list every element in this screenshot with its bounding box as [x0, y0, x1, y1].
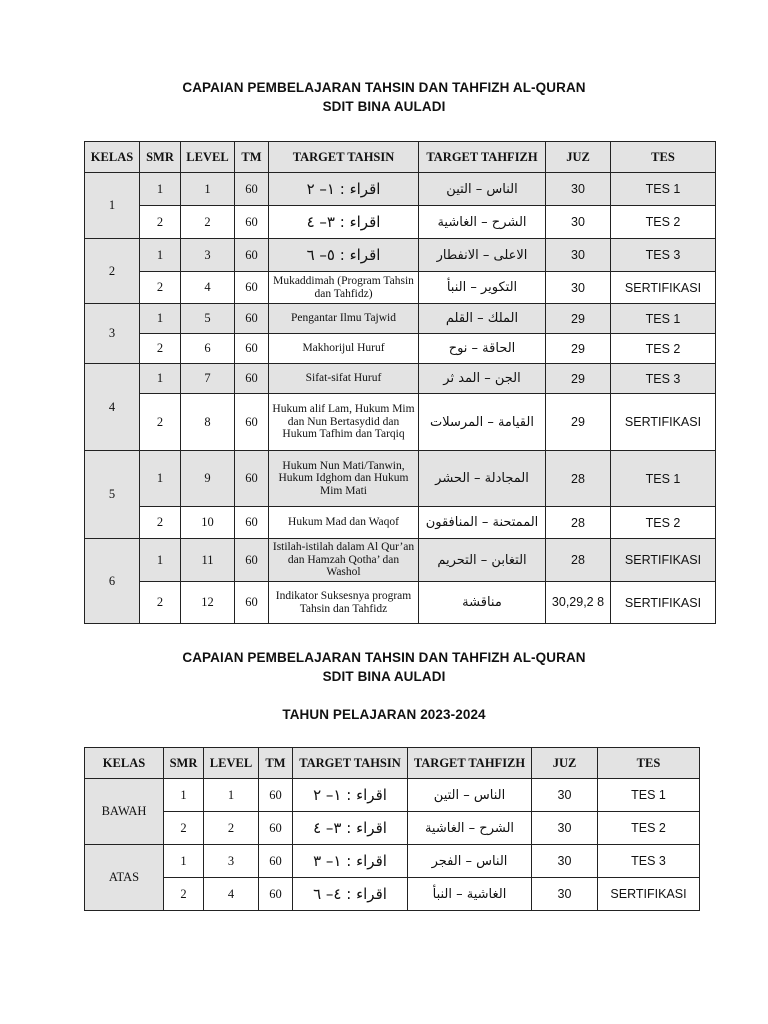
title-line-1-second: CAPAIAN PEMBELAJARAN TAHSIN DAN TAHFIZH AL-QURAN — [182, 650, 586, 665]
tahsin-cell: اقراء : ١– ٣ — [293, 845, 408, 878]
tm-cell: 60 — [259, 812, 293, 845]
tes-cell: SERTIFIKASI — [598, 878, 700, 911]
header-smr: SMR — [140, 142, 181, 173]
header-kelas: KELAS — [85, 142, 140, 173]
tahsin-cell: اقراء : ٤– ٦ — [293, 878, 408, 911]
table-row — [85, 304, 716, 334]
header-target-tahsin: TARGET TAHSIN — [293, 748, 408, 779]
table-row — [85, 334, 716, 364]
header-tm: TM — [259, 748, 293, 779]
kelas-cell: BAWAH — [85, 779, 164, 845]
tahsin-cell: Hukum Mad dan Waqof — [269, 507, 419, 539]
level-cell: 2 — [204, 812, 259, 845]
tahsin-cell: Pengantar Ilmu Tajwid — [269, 304, 419, 334]
table-row — [85, 394, 716, 451]
title-line-2: SDIT BINA AULADI — [322, 99, 446, 114]
smr-cell: 2 — [164, 878, 204, 911]
tes-cell: TES 1 — [611, 173, 716, 206]
tm-cell: 60 — [259, 779, 293, 812]
tahsin-cell: Hukum Nun Mati/Tanwin, Hukum Idghom dan Hukum Mim Mati — [269, 451, 419, 507]
tahsin-cell: اقراء : ١– ٢ — [269, 173, 419, 206]
tm-cell: 60 — [235, 364, 269, 394]
level-cell: 7 — [181, 364, 235, 394]
smr-cell: 2 — [140, 334, 181, 364]
smr-cell: 1 — [164, 779, 204, 812]
kelas-cell: 5 — [85, 451, 140, 539]
curriculum-table-1 — [84, 141, 716, 624]
level-cell: 5 — [181, 304, 235, 334]
level-cell: 9 — [181, 451, 235, 507]
tm-cell: 60 — [235, 507, 269, 539]
juz-cell: 30 — [546, 173, 611, 206]
tahfizh-cell: الشرح – الغاشية — [419, 206, 546, 239]
tahfizh-cell: الجن – المد ثر — [419, 364, 546, 394]
juz-cell: 30 — [546, 272, 611, 304]
table-row — [85, 272, 716, 304]
level-cell: 1 — [181, 173, 235, 206]
tm-cell: 60 — [235, 304, 269, 334]
title-line-1: CAPAIAN PEMBELAJARAN TAHSIN DAN TAHFIZH AL-QURAN — [182, 80, 586, 95]
header-level: LEVEL — [181, 142, 235, 173]
tahfizh-cell: الحاقة – نوح — [419, 334, 546, 364]
header-target-tahfizh: TARGET TAHFIZH — [408, 748, 532, 779]
juz-cell: 29 — [546, 364, 611, 394]
juz-cell: 30 — [546, 206, 611, 239]
level-cell: 6 — [181, 334, 235, 364]
year-line: TAHUN PELAJARAN 2023-2024 — [282, 707, 486, 722]
smr-cell: 1 — [140, 539, 181, 582]
tm-cell: 60 — [259, 845, 293, 878]
table-row — [85, 845, 700, 878]
level-cell: 3 — [181, 239, 235, 272]
tes-cell: TES 2 — [611, 206, 716, 239]
table-row — [85, 878, 700, 911]
tm-cell: 60 — [235, 272, 269, 304]
table-row — [85, 507, 716, 539]
smr-cell: 2 — [140, 507, 181, 539]
table-row — [85, 239, 716, 272]
tahsin-cell: اقراء : ٣– ٤ — [269, 206, 419, 239]
smr-cell: 2 — [140, 394, 181, 451]
tes-cell: TES 3 — [611, 364, 716, 394]
table-row — [85, 539, 716, 582]
table-row — [85, 451, 716, 507]
kelas-cell: 1 — [85, 173, 140, 239]
tahfizh-cell: الغاشية – النبأ — [408, 878, 532, 911]
header-tm: TM — [235, 142, 269, 173]
table-row — [85, 582, 716, 624]
header-tes: TES — [598, 748, 700, 779]
table-row — [85, 364, 716, 394]
tes-cell: TES 2 — [611, 507, 716, 539]
tm-cell: 60 — [235, 582, 269, 624]
table-row — [85, 812, 700, 845]
tahfizh-cell: مناقشة — [419, 582, 546, 624]
tes-cell: TES 1 — [611, 304, 716, 334]
tes-cell: TES 1 — [598, 779, 700, 812]
tes-cell: TES 1 — [611, 451, 716, 507]
tm-cell: 60 — [235, 451, 269, 507]
juz-cell: 30 — [532, 812, 598, 845]
kelas-cell: 3 — [85, 304, 140, 364]
kelas-cell: 2 — [85, 239, 140, 304]
tm-cell: 60 — [235, 239, 269, 272]
header-kelas: KELAS — [85, 748, 164, 779]
smr-cell: 1 — [164, 845, 204, 878]
title-line-2-second: SDIT BINA AULADI — [322, 669, 446, 684]
tahsin-cell: اقراء : ٣– ٤ — [293, 812, 408, 845]
juz-cell: 29 — [546, 334, 611, 364]
level-cell: 12 — [181, 582, 235, 624]
tahfizh-cell: الملك – القلم — [419, 304, 546, 334]
table-row — [85, 779, 700, 812]
juz-cell: 28 — [546, 539, 611, 582]
smr-cell: 1 — [140, 173, 181, 206]
juz-cell: 30 — [532, 779, 598, 812]
level-cell: 4 — [204, 878, 259, 911]
level-cell: 8 — [181, 394, 235, 451]
juz-cell: 28 — [546, 451, 611, 507]
tahfizh-cell: الناس – التين — [419, 173, 546, 206]
header-target-tahsin: TARGET TAHSIN — [269, 142, 419, 173]
juz-cell: 30,29,2 8 — [546, 582, 611, 624]
tm-cell: 60 — [235, 334, 269, 364]
tes-cell: SERTIFIKASI — [611, 539, 716, 582]
juz-cell: 30 — [532, 845, 598, 878]
table-row — [85, 173, 716, 206]
tahsin-cell: اقراء : ١– ٢ — [293, 779, 408, 812]
tes-cell: SERTIFIKASI — [611, 582, 716, 624]
tahsin-cell: Mukaddimah (Program Tahsin dan Tahfidz) — [269, 272, 419, 304]
table-row — [85, 206, 716, 239]
kelas-cell: ATAS — [85, 845, 164, 911]
tahfizh-cell: الناس – التين — [408, 779, 532, 812]
tahfizh-cell: التكوير – النبأ — [419, 272, 546, 304]
tahsin-cell: Istilah-istilah dalam Al Qur’an dan Hamzah Qotha’ dan Washol — [269, 539, 419, 582]
kelas-cell: 4 — [85, 364, 140, 451]
level-cell: 4 — [181, 272, 235, 304]
juz-cell: 28 — [546, 507, 611, 539]
tm-cell: 60 — [235, 206, 269, 239]
curriculum-table-2 — [84, 747, 700, 911]
header-juz: JUZ — [532, 748, 598, 779]
tes-cell: TES 3 — [611, 239, 716, 272]
header-smr: SMR — [164, 748, 204, 779]
tahfizh-cell: القيامة – المرسلات — [419, 394, 546, 451]
tahfizh-cell: الشرح – الغاشية — [408, 812, 532, 845]
smr-cell: 2 — [140, 582, 181, 624]
smr-cell: 2 — [140, 206, 181, 239]
juz-cell: 29 — [546, 304, 611, 334]
smr-cell: 1 — [140, 304, 181, 334]
smr-cell: 2 — [140, 272, 181, 304]
tahsin-cell: Hukum alif Lam, Hukum Mim dan Nun Bertasydid dan Hukum Tafhim dan Tarqiq — [269, 394, 419, 451]
kelas-cell: 6 — [85, 539, 140, 624]
tes-cell: TES 2 — [611, 334, 716, 364]
smr-cell: 1 — [140, 364, 181, 394]
tm-cell: 60 — [235, 539, 269, 582]
smr-cell: 1 — [140, 239, 181, 272]
smr-cell: 1 — [140, 451, 181, 507]
juz-cell: 30 — [532, 878, 598, 911]
juz-cell: 29 — [546, 394, 611, 451]
header-target-tahfizh: TARGET TAHFIZH — [419, 142, 546, 173]
juz-cell: 30 — [546, 239, 611, 272]
tes-cell: TES 2 — [598, 812, 700, 845]
level-cell: 1 — [204, 779, 259, 812]
tes-cell: SERTIFIKASI — [611, 272, 716, 304]
tahfizh-cell: الاعلى – الانفطار — [419, 239, 546, 272]
tm-cell: 60 — [235, 173, 269, 206]
tahsin-cell: اقراء : ٥– ٦ — [269, 239, 419, 272]
tahsin-cell: Makhorijul Huruf — [269, 334, 419, 364]
tahfizh-cell: المجادلة – الحشر — [419, 451, 546, 507]
level-cell: 2 — [181, 206, 235, 239]
header-juz: JUZ — [546, 142, 611, 173]
level-cell: 11 — [181, 539, 235, 582]
level-cell: 3 — [204, 845, 259, 878]
tahsin-cell: Indikator Suksesnya program Tahsin dan Tahfidz — [269, 582, 419, 624]
smr-cell: 2 — [164, 812, 204, 845]
tahfizh-cell: الناس – الفجر — [408, 845, 532, 878]
tes-cell: SERTIFIKASI — [611, 394, 716, 451]
level-cell: 10 — [181, 507, 235, 539]
tes-cell: TES 3 — [598, 845, 700, 878]
header-tes: TES — [611, 142, 716, 173]
tm-cell: 60 — [259, 878, 293, 911]
header-level: LEVEL — [204, 748, 259, 779]
tahfizh-cell: التغابن – التحريم — [419, 539, 546, 582]
tm-cell: 60 — [235, 394, 269, 451]
tahfizh-cell: الممتحنة – المنافقون — [419, 507, 546, 539]
tahsin-cell: Sifat-sifat Huruf — [269, 364, 419, 394]
